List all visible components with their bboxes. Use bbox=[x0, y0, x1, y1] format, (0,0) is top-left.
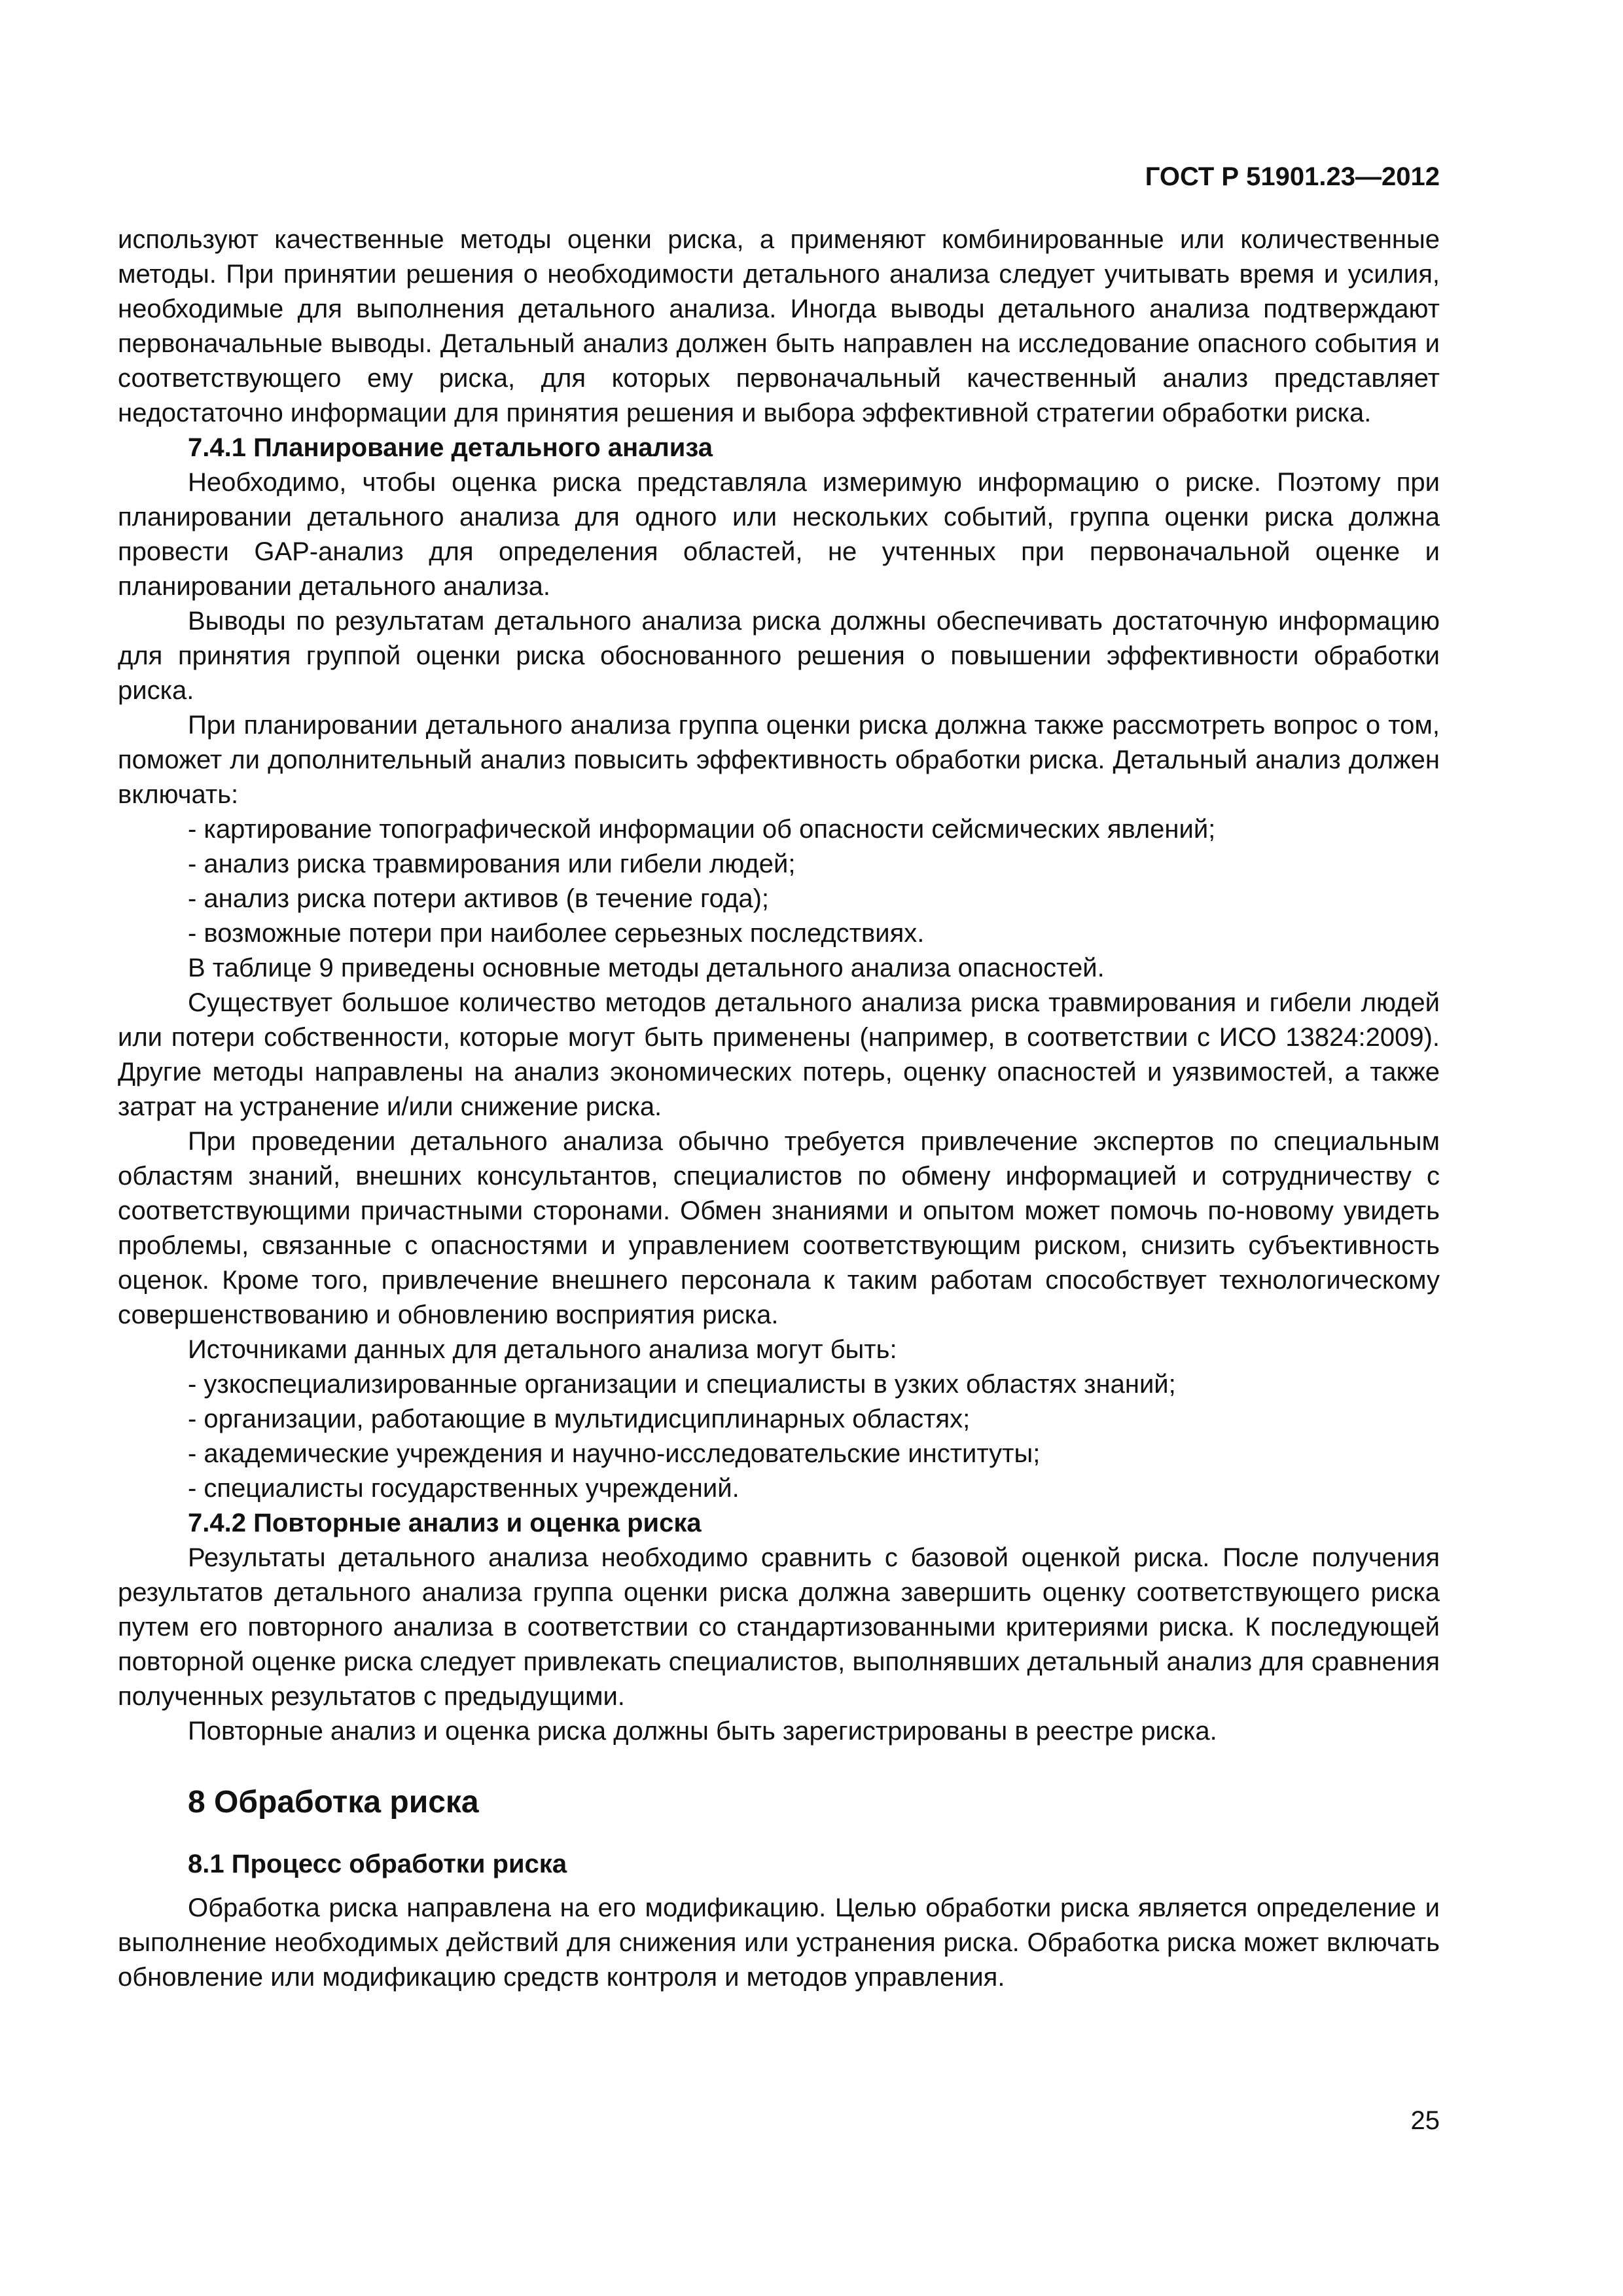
paragraph: В таблице 9 приведены основные методы детального анализа опасностей. bbox=[188, 954, 1105, 982]
list-item: - анализ риска потери активов (в течение года); bbox=[188, 884, 770, 913]
paragraph: Существует большое количество методов детального анализа риска травмирования и гибели людей или потери собственности, которые могут быть применены (например, в соответствии с ИСО 13824:2009). Другие методы направлены на анализ экономических потерь, оценку опасностей и уязвимостей, а также затрат на устранение и/или снижение риска. bbox=[118, 988, 1440, 1121]
paragraph: При планировании детального анализа группа оценки риска должна также рассмотреть вопрос о том, поможет ли дополнительный анализ повысить эффективность обработки риска. Детальный анализ должен включать: bbox=[118, 711, 1440, 809]
paragraph: Обработка риска направлена на его модификацию. Целью обработки риска является определение и выполнение необходимых действий для снижения или устранения риска. Обработка риска может включать обновление или модификацию средств контроля и методов управления. bbox=[118, 1893, 1440, 1992]
paragraph: Повторные анализ и оценка риска должны быть зарегистрированы в реестре риска. bbox=[188, 1717, 1217, 1746]
paragraph: Необходимо, чтобы оценка риска представляла измеримую информацию о риске. Поэтому при планировании детального анализа для одного или нескольких событий, группа оценки риска должна провести GAP-анализ для определения областей, не учтенных при первоначальной оценке и планировании детального анализа. bbox=[118, 468, 1440, 601]
document-header: ГОСТ Р 51901.23—2012 bbox=[1145, 162, 1440, 191]
page-number: 25 bbox=[1410, 2106, 1440, 2135]
section-8-title: 8 Обработка риска bbox=[188, 1785, 479, 1820]
list-item: - возможные потери при наиболее серьезных последствиях. bbox=[188, 919, 925, 948]
list-item: - анализ риска травмирования или гибели людей; bbox=[188, 850, 796, 878]
list-item: - специалисты государственных учреждений. bbox=[188, 1474, 740, 1503]
list-item: - узкоспециализированные организации и специалисты в узких областях знаний; bbox=[188, 1370, 1176, 1399]
paragraph: При проведении детального анализа обычно требуется привлечение экспертов по специальным областям знаний, внешних консультантов, специалистов по обмену информацией и сотрудничеству с соответствующими причастными сторонами. Обмен знаниями и опытом может помочь по-новому увидеть проблемы, связанные с опасностями и управлением соответствующим риском, снизить субъективность оценок. Кроме того, привлечение внешнего персонала к таким работам способствует технологическому совершенствованию и обновлению восприятия риска. bbox=[118, 1127, 1440, 1329]
paragraph: Результаты детального анализа необходимо сравнить с базовой оценкой риска. После получения результатов детального анализа группа оценки риска должна завершить оценку соответствующего риска путем его повторного анализа в соответствии со стандартизованными критериями риска. К последующей повторной оценке риска следует привлекать специалистов, выполнявших детальный анализ для сравнения полученных результатов с предыдущими. bbox=[118, 1543, 1440, 1711]
section-7-4-2-title: 7.4.2 Повторные анализ и оценка риска bbox=[188, 1509, 702, 1537]
section-8-1-title: 8.1 Процесс обработки риска bbox=[188, 1850, 567, 1878]
document-body bbox=[118, 223, 1440, 1995]
paragraph: Источниками данных для детального анализа могут быть: bbox=[188, 1335, 897, 1364]
list-item: - организации, работающие в мультидисциплинарных областях; bbox=[188, 1405, 971, 1433]
paragraph: Выводы по результатам детального анализа риска должны обеспечивать достаточную информацию для принятия группой оценки риска обоснованного решения о повышении эффективности обработки риска. bbox=[118, 607, 1440, 705]
list-item: - картирование топографической информации об опасности сейсмических явлений; bbox=[188, 815, 1216, 844]
list-item: - академические учреждения и научно-исследовательские институты; bbox=[188, 1439, 1041, 1468]
section-7-4-1-title: 7.4.1 Планирование детального анализа bbox=[188, 433, 713, 462]
intro-paragraph: используют качественные методы оценки риска, а применяют комбинированные или количественные методы. При принятии решения о необходимости детального анализа следует учитывать время и усилия, необходимые для выполнения детального анализа. Иногда выводы детального анализа подтверждают первоначальные выводы. Детальный анализ должен быть направлен на исследование опасного события и соответствующего ему риска, для которых первоначальный качественный анализ представляет недостаточно информации для принятия решения и выбора эффективной стратегии обработки риска. bbox=[118, 225, 1440, 427]
